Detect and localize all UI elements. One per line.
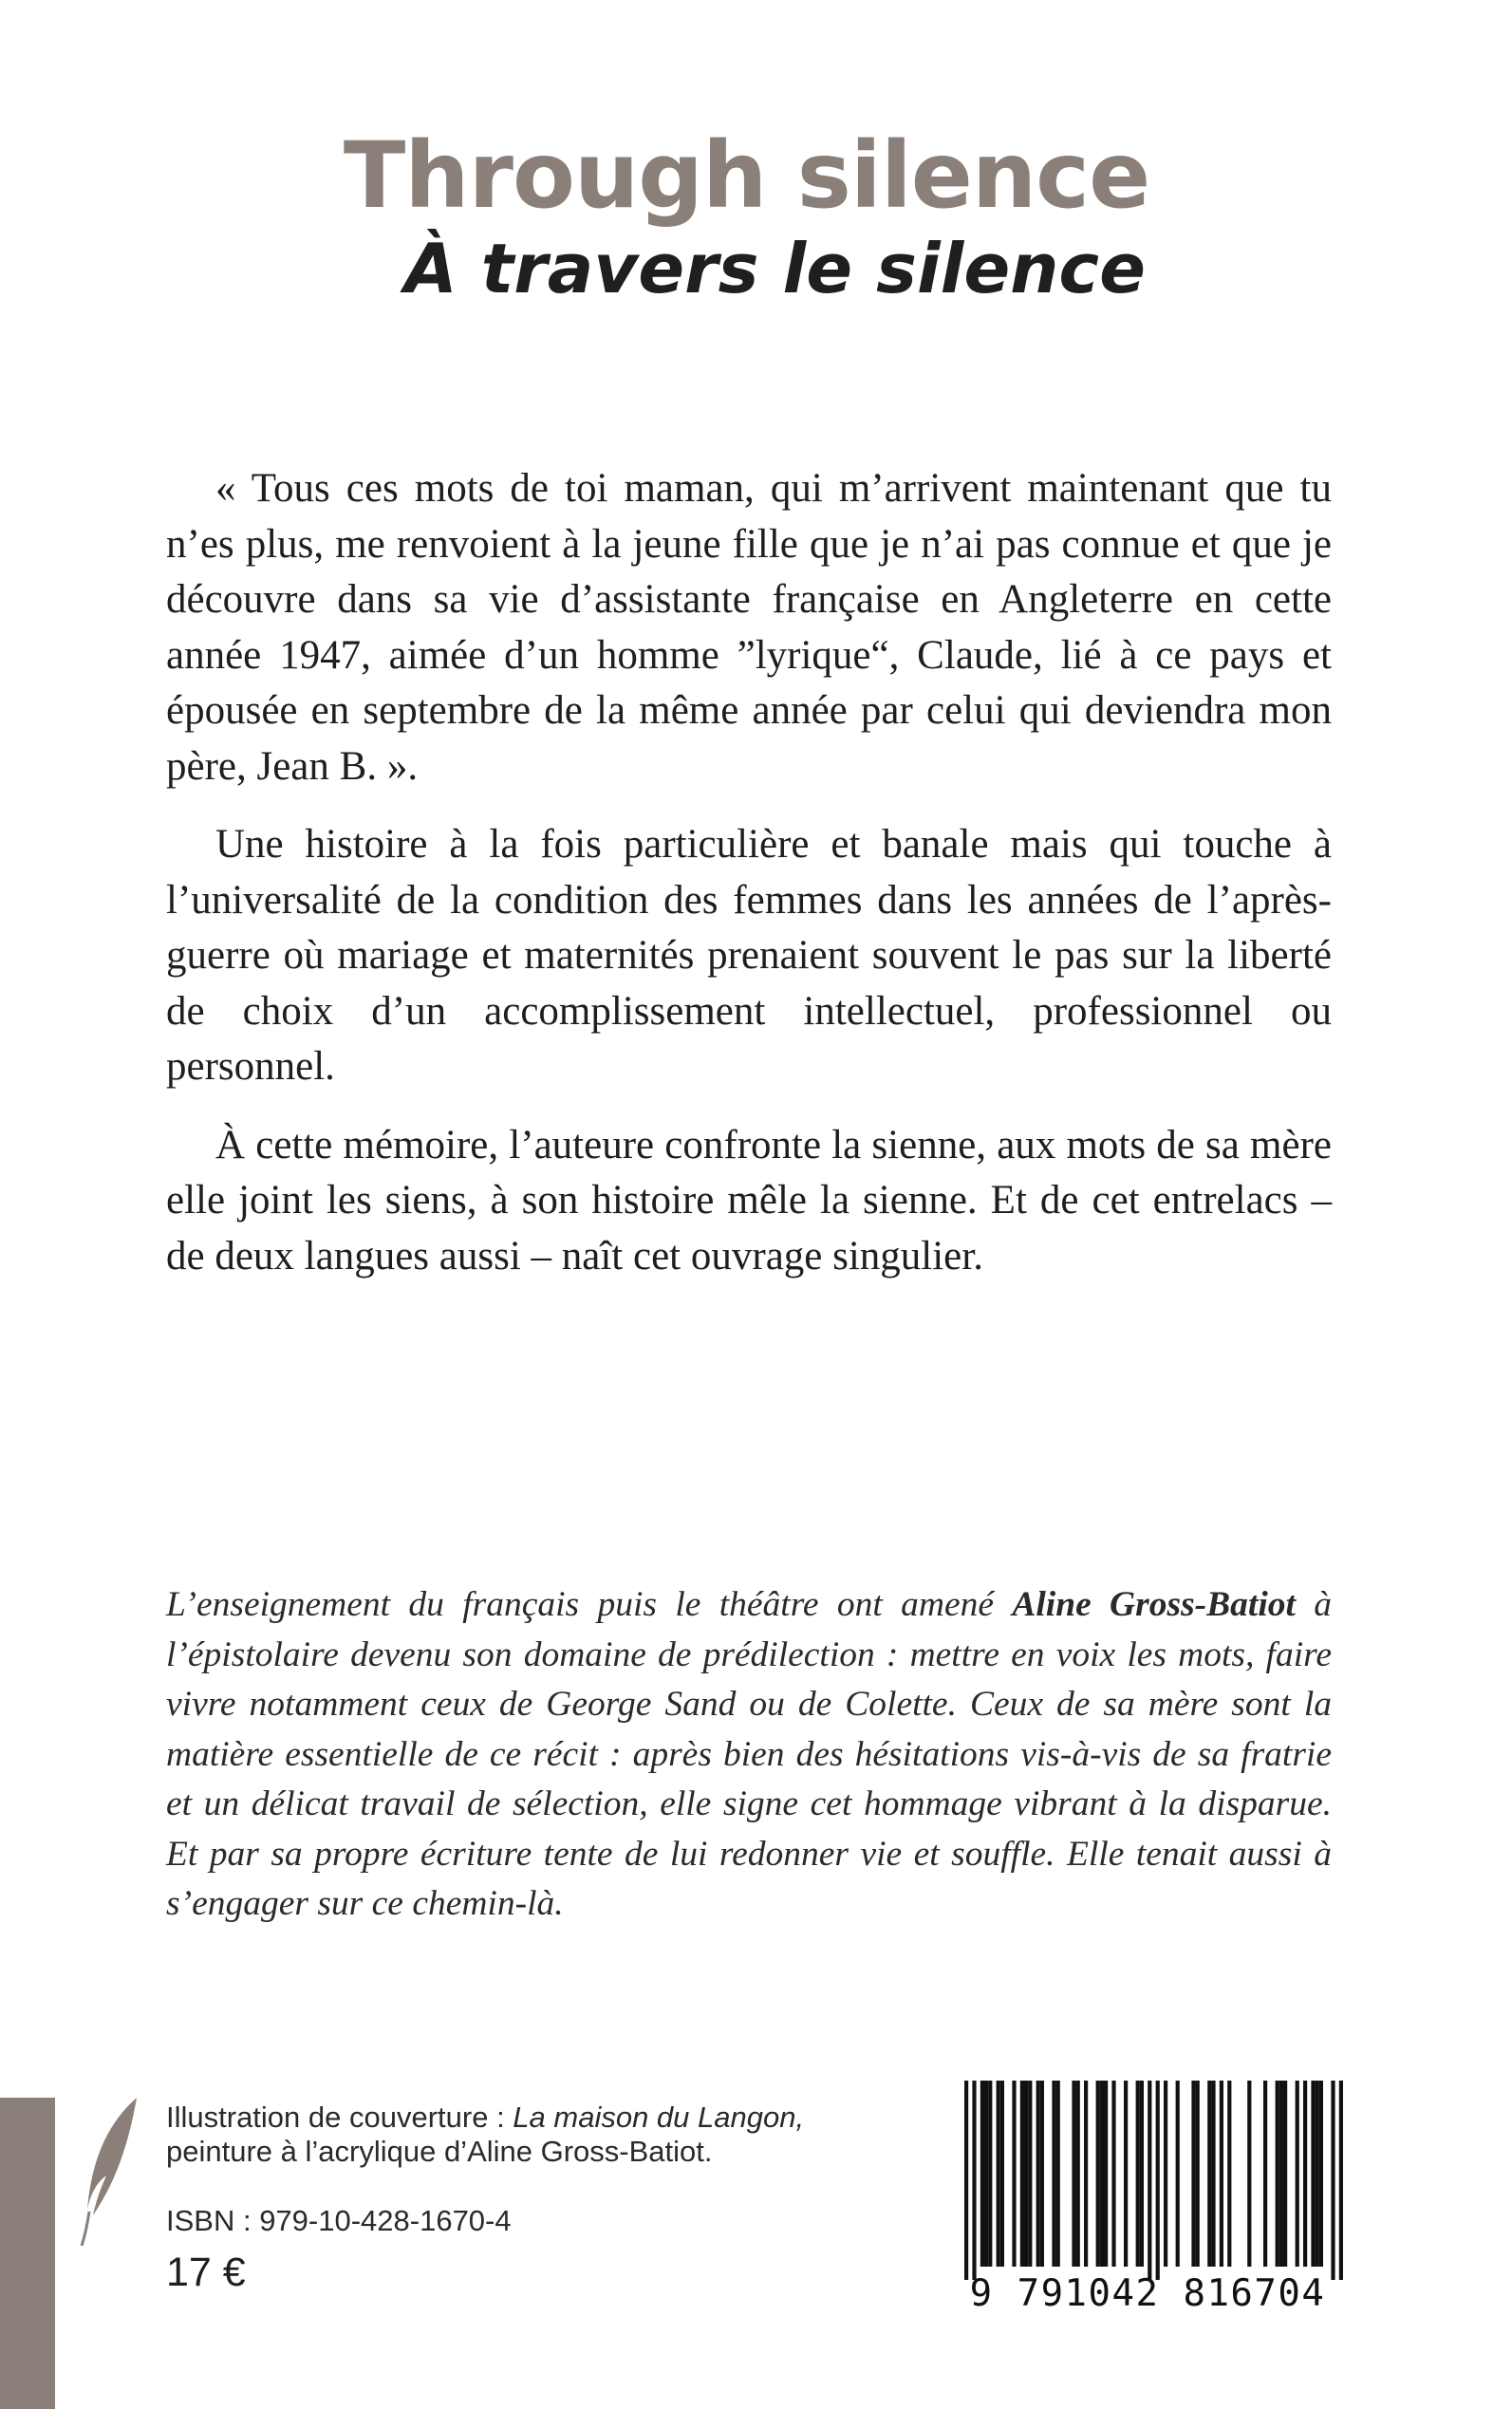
barcode-bar	[1339, 2081, 1343, 2280]
barcode-bar	[972, 2081, 976, 2280]
barcode-bar	[1279, 2081, 1283, 2267]
barcode-bar	[1191, 2081, 1195, 2267]
bio-intro: L’enseignement du français puis le théâtre ont amené	[166, 1585, 1013, 1624]
barcode-bar	[984, 2081, 988, 2267]
barcode-bar	[1303, 2081, 1307, 2267]
barcode-bar	[1084, 2081, 1088, 2267]
barcode	[949, 2081, 1346, 2318]
credit-line-1	[166, 2101, 925, 2135]
barcode-bar	[980, 2081, 984, 2267]
barcode-bar	[1012, 2081, 1016, 2267]
title-block	[0, 123, 1512, 311]
summary-text	[166, 461, 1332, 1307]
author-name: Aline Gross-Batiot	[1012, 1585, 1296, 1624]
barcode-bar	[1052, 2081, 1055, 2267]
barcode-bar	[1000, 2081, 1004, 2267]
barcode-bar	[1136, 2081, 1140, 2267]
barcode-bar	[1207, 2081, 1211, 2267]
barcode-bar	[1124, 2081, 1128, 2267]
barcode-bar	[988, 2081, 992, 2267]
isbn-text: ISBN : 979-10-428-1670-4	[166, 2204, 512, 2237]
author-bio	[166, 1580, 1332, 1930]
price-text: 17 €	[166, 2250, 246, 2295]
barcode-bar	[1072, 2081, 1075, 2267]
barcode-bar	[1076, 2081, 1080, 2267]
barcode-bar	[1296, 2081, 1299, 2267]
barcode-bar	[1024, 2081, 1028, 2267]
barcode-bar	[1036, 2081, 1040, 2267]
barcode-bar	[1096, 2081, 1100, 2267]
barcode-digits: 9 791042 816704	[969, 2272, 1326, 2315]
barcode-bar	[1211, 2081, 1215, 2267]
barcode-bar	[1020, 2081, 1024, 2267]
barcode-bar	[1331, 2081, 1335, 2280]
barcode-bar	[1164, 2081, 1167, 2267]
barcode-bar	[1100, 2081, 1104, 2267]
barcode-bar	[1156, 2081, 1160, 2280]
barcode-bar	[1111, 2081, 1115, 2267]
feather-quill-icon	[78, 2096, 144, 2248]
barcode-bar	[1316, 2081, 1319, 2267]
barcode-bar	[964, 2081, 968, 2280]
barcode-bar	[1028, 2081, 1032, 2267]
barcode-bar	[1104, 2081, 1108, 2267]
credit-label: Illustration de couverture :	[166, 2101, 513, 2134]
english-title: Through silence	[343, 122, 1150, 229]
barcode-bar	[1227, 2081, 1231, 2267]
barcode-bar	[1220, 2081, 1223, 2267]
cover-illustration-credit	[166, 2101, 925, 2169]
barcode-bar	[1196, 2081, 1200, 2267]
barcode-bar	[1263, 2081, 1267, 2267]
summary-paragraph-memory: À cette mémoire, l’auteure confronte la sienne, aux mots de sa mère elle joint les siens, à son histoire mêle la sienne. Et de cet entrelacs – de deux langues aussi – naît cet ouvrage singulier.	[166, 1122, 1332, 1279]
barcode-bar	[1148, 2081, 1151, 2280]
barcode-bar	[1040, 2081, 1044, 2267]
credit-line-2: peinture à l’acrylique d’Aline Gross-Batiot.	[166, 2135, 713, 2168]
barcode-bar	[1247, 2081, 1251, 2267]
barcode-bars	[949, 2081, 1346, 2280]
barcode-bar	[997, 2081, 1000, 2267]
summary-paragraph-story: Une histoire à la fois particulière et banale mais qui touche à l’universalité de la condition des femmes dans les années de l’après-guerre où mariage et maternités prenaient souvent le pas sur la liberté de choix d’un accomplissement intellectuel, professionnel ou personnel.	[166, 822, 1332, 1089]
french-title: À travers le silence	[404, 229, 1146, 308]
barcode-bar	[1176, 2081, 1180, 2267]
barcode-bar	[1311, 2081, 1315, 2267]
bio-rest: à l’épistolaire devenu son domaine de prédilection : mettre en voix les mots, faire vivre notamment ceux de George Sand ou de Colette. Ceux de sa mère sont la matière essentielle de ce récit : après bien des hésitations vis-à-vis de sa fratrie et un délicat travail de sélection, elle signe cet hommage vibrant à la disparue. Et par sa propre écriture tente de lui redonner vie et souffle. Elle tenait aussi à s’engager sur ce chemin-là.	[166, 1585, 1333, 1923]
barcode-bar	[1283, 2081, 1287, 2267]
barcode-bar	[1140, 2081, 1144, 2267]
barcode-bar	[1319, 2081, 1323, 2267]
barcode-bar	[1056, 2081, 1060, 2267]
barcode-bar	[1276, 2081, 1279, 2267]
credit-work-title: La maison du Langon,	[513, 2101, 805, 2134]
side-color-bar	[0, 2098, 55, 2409]
summary-paragraph-quote: « Tous ces mots de toi maman, qui m’arrivent maintenant que tu n’es plus, me renvoient à la jeune fille que je n’ai pas connue et que je découvre dans sa vie d’assistante française en Angleterre en cette année 1947, aimée d’un homme ”lyrique“, Claude, lié à ce pays et épousée en septembre de la même année par celui qui deviendra mon père, Jean B. ».	[166, 466, 1332, 789]
